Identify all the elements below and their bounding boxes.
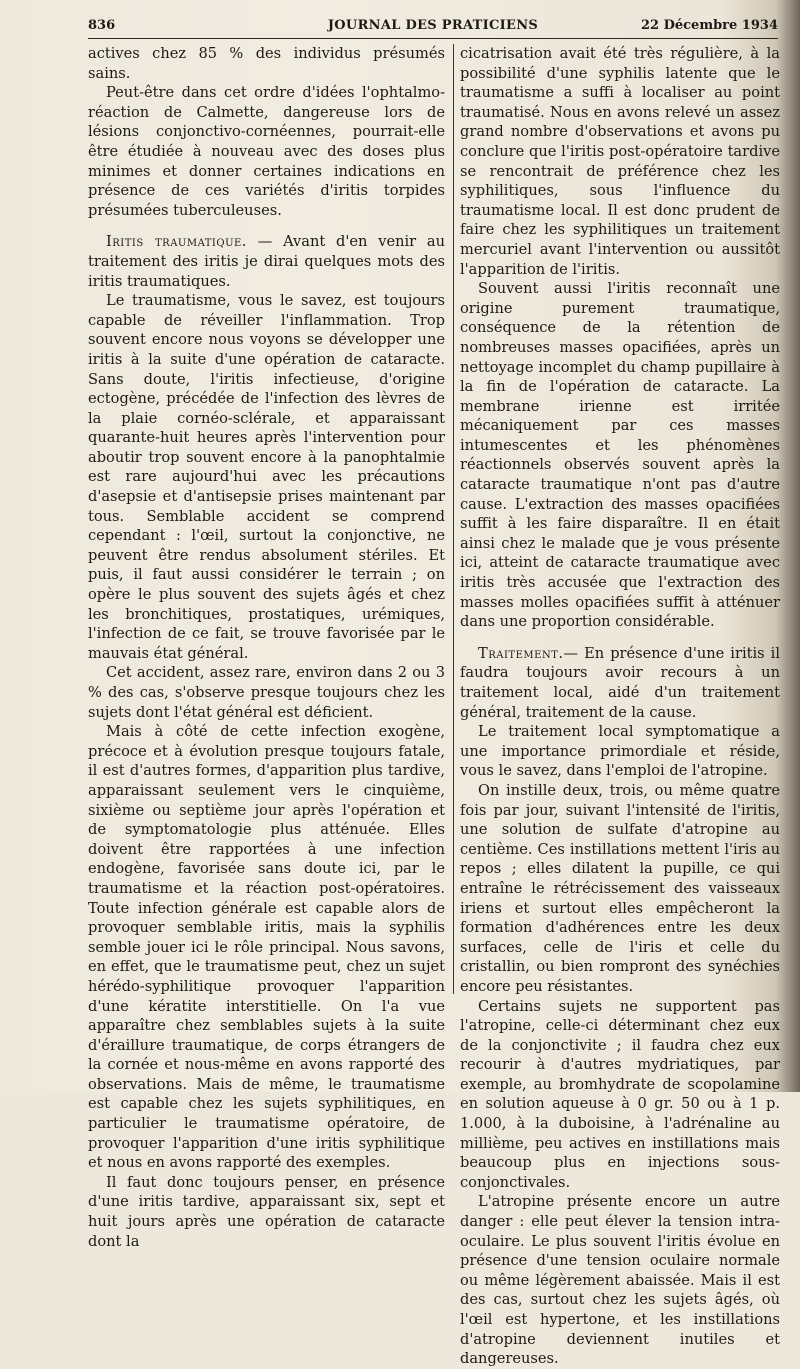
section-paragraph (460, 644, 780, 722)
paragraph: Peut-être dans cet ordre d'idées l'ophtalmo-réaction de Calmette, dangereuse lors de lésions conjonctivo-cornéennes, pourrait-elle être étudiée à nouveau avec des doses plus minimes et donner certaines indications en présence de ces variétés d'iritis torpides présumées tuberculeuses. (88, 84, 445, 219)
paragraph: Il faut donc toujours penser, en présence d'une iritis tardive, apparaissant six, sept et huit jours après une opération de cataracte dont la (88, 1173, 445, 1250)
paragraph: Cet accident, assez rare, environ dans 2 ou 3 % des cas, s'observe presque toujours chez les sujets dont l'état général est déficient. (88, 664, 445, 721)
paragraph: Souvent aussi l'iritis reconnaît une origine purement traumatique, conséquence de la rétention de nombreuses masses opacifiées, après un nettoyage incomplet du champ pupillaire à la fin de l'opération de cataracte. La membrane irienne est irritée mécaniquement par ces masses intumescentes et les phénomènes réactionnels observés souvent après la cataracte traumatique n'ont pas d'autre cause. L'extraction des masses opacifiées suffit à les faire disparaître. Il en était ainsi chez le malade que je vous présente ici, atteint de cataracte traumatique avec iritis très accusée que l'extraction des masses molles opacifiées suffit à atténuer dans une proportion considérable. (460, 280, 780, 631)
paragraph-text: — Avant d'en venir au traitement des iritis je dirai quelques mots des iritis traumatiques. (88, 233, 446, 290)
paragraph: Le traumatisme, vous le savez, est toujours capable de réveiller l'inflammation. Trop souvent encore nous voyons se développer une iritis à la suite d'une opération de cataracte. Sans doute, l'iritis infectieuse, d'origine ectogène, précédée de l'infection des lèvres de la plaie cornéo-sclérale, et apparaissant quarante-huit heures après l'intervention pour aboutir trop souvent encore à la panophtalmie est rare aujourd'hui avec les précautions d'asepsie et d'antisepsie prises maintenant par tous. Semblable accident se comprend cependant : l'œil, surtout la conjonctive, ne peuvent être rendus absolument stériles. Et puis, il faut aussi considérer le terrain ; on opère le plus souvent des sujets âgés et chez les bronchitiques, prostatiques, urémiques, l'infection de ce fait, se trouve favorisée par le mauvais état général. (88, 292, 445, 662)
header-rule (88, 38, 778, 39)
right-column (460, 44, 780, 1369)
section-heading: Iritis traumatique. (106, 233, 247, 251)
paragraph: On instille deux, trois, ou même quatre fois par jour, suivant l'intensité de l'iritis, une solution de sulfate d'atropine au centième. Ces instillations mettent l'iris au repos ; elles dilatent la pupille, ce qui entraîne le rétrécissement des vaisseaux iriens et surtout elles empêcheront la formation d'adhérences entre les deux surfaces, celle de l'iris et celle du cristallin, ou bien rompront des synéchies encore peu résistantes. (460, 781, 780, 995)
page-number: 836 (88, 18, 116, 33)
paragraph: L'atropine présente encore un autre danger : elle peut élever la tension intra-oculaire. Le plus souvent l'iritis évolue en présence d'une tension oculaire normale ou même légèrement abaissée. Mais il est des cas, surtout chez les sujets âgés, où l'œil est hypertone, et les instillations d'atropine deviennent inutiles et dangereuses. (460, 1193, 780, 1368)
paragraph: Certains sujets ne supportent pas l'atropine, celle-ci déterminant chez eux de la conjonctivite ; il faudra chez eux recourir à d'autres mydriatiques, par exemple, au bromhydrate de scopolamine en solution aqueuse à 0 gr. 50 ou à 1 p. 1.000, à la duboisine, à l'adrénaline au millième, peu actives en instillations mais beaucoup plus en injections sous-conjonctivales. (460, 997, 780, 1191)
paragraph-text: — En présence d'une iritis il faudra toujours avoir recours à un traitement local, aidé d'un traitement général, traitement de la cause. (460, 644, 780, 721)
section-heading: Traitement. (478, 644, 564, 662)
left-column (88, 44, 445, 1251)
journal-title: JOURNAL DES PRATICIENS (327, 18, 539, 33)
paragraph: Le traitement local symptomatique a une importance primordiale et réside, vous le savez, dans l'emploi de l'atropine. (460, 723, 780, 780)
paragraph: cicatrisation avait été très régulière, à la possibilité d'une syphilis latente que le traumatisme a suffi à localiser au point traumatisé. Nous en avons relevé un assez grand nombre d'observations et avons pu conclure que l'iritis post-opératoire tardive se rencontrait de préférence chez les syphilitiques, sous l'influence du traumatisme local. Il est donc prudent de faire chez les syphilitiques un traitement mercuriel avant l'intervention ou aussitôt l'apparition de l'iritis. (460, 45, 780, 278)
page-header (88, 16, 778, 36)
paragraph: actives chez 85 % des individus présumés sains. (88, 45, 445, 82)
issue-date: 22 Décembre 1934 (640, 18, 778, 33)
section-paragraph (88, 232, 445, 291)
paragraph: Mais à côté de cette infection exogène, précoce et à évolution presque toujours fatale, il est d'autres formes, d'apparition plus tardive, apparaissant seulement vers le cinquième, sixième ou septième jour après l'opération et de symptomatologie plus atténuée. Elles doivent être rapportées à une infection endogène, favorisée sans doute ici, par le traumatisme et la réaction post-opératoires. Toute infection générale est capable alors de provoquer semblable iritis, mais la syphilis semble jouer ici le rôle principal. Nous savons, en effet, que le traumatisme peut, chez un sujet hérédo-syphilitique provoquer l'apparition d'une kératite interstitielle. On l'a vue apparaître chez semblables sujets à la suite d'éraillure traumatique, de corps étrangers de la cornée et nous-même en avons rapporté des observations. Mais de même, le traumatisme est capable chez les sujets syphilitiques, en particulier le traumatisme opératoire, de provoquer l'apparition d'une iritis syphilitique et nous en avons rapporté des exemples. (88, 723, 445, 1172)
column-divider (453, 44, 454, 994)
